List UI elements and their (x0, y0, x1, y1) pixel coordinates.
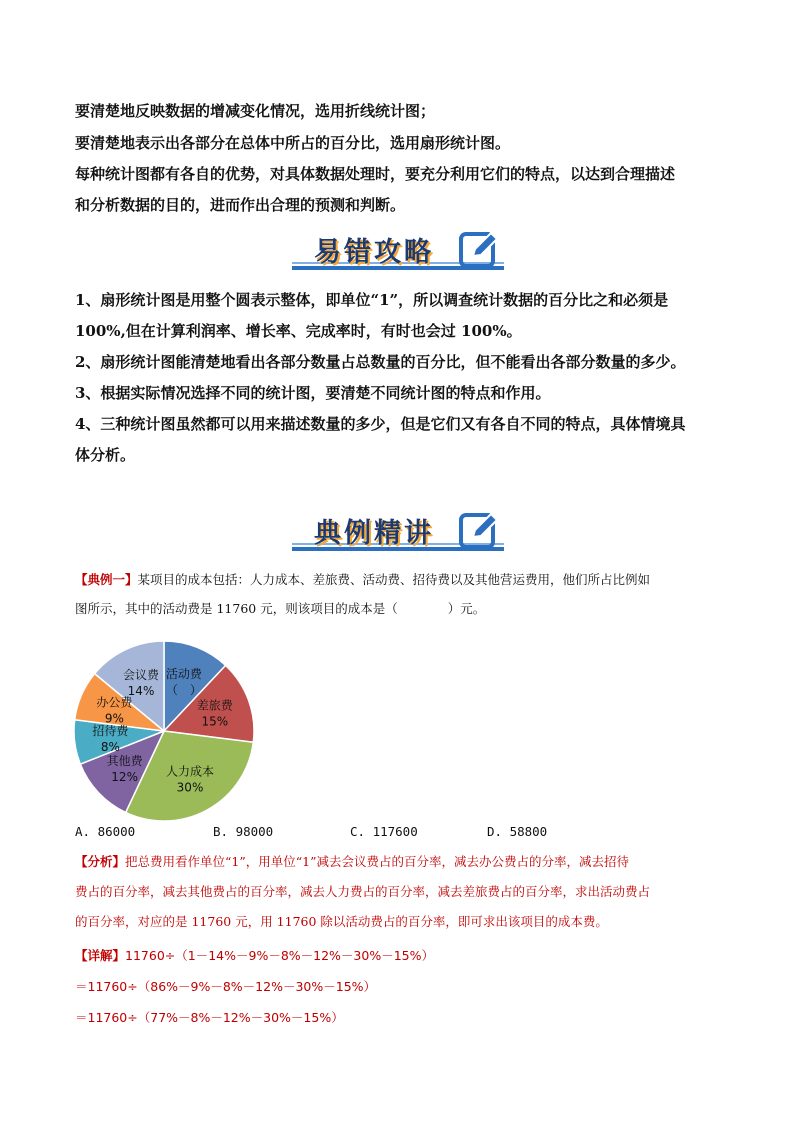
pie-slice-label-0: 活动费 (165, 666, 202, 681)
analysis-text-1: 把总费用看作单位“1”，用单位“1”减去会议费占的百分率，减去办公费占的分率，减去招待 (125, 854, 629, 869)
solution-line-1 (75, 946, 434, 964)
example-line-2: 图所示，其中的活动费是 11760 元，则该项目的成本是（ ）元。 (75, 601, 486, 616)
pie-slice-value-6: 14% (127, 684, 155, 699)
pie-slice-value-4: 8% (100, 739, 120, 754)
cost-pie-chart (68, 628, 268, 828)
option-a: A. 86000 (75, 824, 136, 839)
pie-slice-value-5: 9% (104, 711, 124, 726)
solution-line-2: ＝11760÷（86%－9%－8%－12%－30%－15%） (75, 979, 377, 994)
solution-tag: 【详解】 (75, 948, 126, 963)
pie-slice-label-5: 办公费 (96, 695, 133, 710)
tip-4-line-2: 体分析。 (75, 446, 136, 464)
tip-2: 2、扇形统计图能清楚地看出各部分数量占总数量的百分比，但不能看出各部分数量的多少。 (75, 353, 686, 371)
example-text-1: 某项目的成本包括：人力成本、差旅费、活动费、招待费以及其他营运费用，他们所占比例如 (137, 572, 651, 587)
analysis-tag: 【分析】 (75, 854, 126, 869)
pie-slice-value-3: 12% (111, 769, 138, 784)
pie-slice-label-6: 会议费 (123, 668, 160, 683)
intro-line-1: 要清楚地反映数据的增减变化情况，选用折线统计图； (75, 102, 436, 120)
intro-line-3: 每种统计图都有各自的优势，对具体数据处理时，要充分利用它们的特点，以达到合理描述 (75, 165, 676, 183)
section-banner-mistakes (292, 228, 552, 278)
pie-slice-label-3: 其他费 (106, 753, 143, 768)
section-title-mistakes: 易错攻略 (314, 237, 434, 268)
tip-1-line-2: 100%,但在计算利润率、增长率、完成率时，有时也会过 100%。 (75, 322, 522, 340)
option-d: D. 58800 (487, 824, 548, 839)
example-line-1 (75, 571, 650, 589)
section-banner-examples (292, 509, 552, 559)
pie-slice-value-0: （ ） (165, 682, 202, 697)
edit-icon (457, 509, 501, 553)
option-c: C. 117600 (350, 824, 418, 839)
pie-slice-label-4: 招待费 (92, 723, 129, 738)
analysis-line-1 (75, 853, 629, 871)
example-tag: 【典例一】 (75, 572, 138, 587)
tip-4-line-1: 4、三种统计图虽然都可以用来描述数量的多少，但是它们又有各自不同的特点，具体情境具 (75, 415, 686, 433)
tip-3: 3、根据实际情况选择不同的统计图，要清楚不同统计图的特点和作用。 (75, 384, 551, 402)
pie-slice-value-1: 15% (201, 714, 229, 729)
analysis-line-2: 费占的百分率，减去其他费占的百分率，减去人力费占的百分率，减去差旅费占的百分率，求出活动费占 (75, 884, 651, 899)
pie-slice-value-2: 30% (176, 780, 204, 795)
tip-1-line-1: 1、扇形统计图是用整个圆表示整体，即单位“1”，所以调查统计数据的百分比之和必须是 (75, 291, 669, 309)
intro-line-2: 要清楚地表示出各部分在总体中所占的百分比，选用扇形统计图。 (75, 134, 511, 152)
intro-line-4: 和分析数据的目的，进而作出合理的预测和判断。 (75, 196, 406, 214)
pie-slice-label-2: 人力成本 (166, 764, 215, 779)
edit-icon (457, 228, 501, 272)
solution-line-3: ＝11760÷（77%－8%－12%－30%－15%） (75, 1010, 344, 1025)
pie-slice-label-1: 差旅费 (196, 698, 233, 713)
analysis-line-3: 的百分率，对应的是 11760 元，用 11760 除以活动费占的百分率，即可求出该项目的成本费。 (75, 914, 608, 929)
section-title-examples: 典例精讲 (314, 518, 434, 549)
solution-text-1: 11760÷（1－14%－9%－8%－12%－30%－15%） (125, 948, 435, 963)
option-b: B. 98000 (213, 824, 274, 839)
